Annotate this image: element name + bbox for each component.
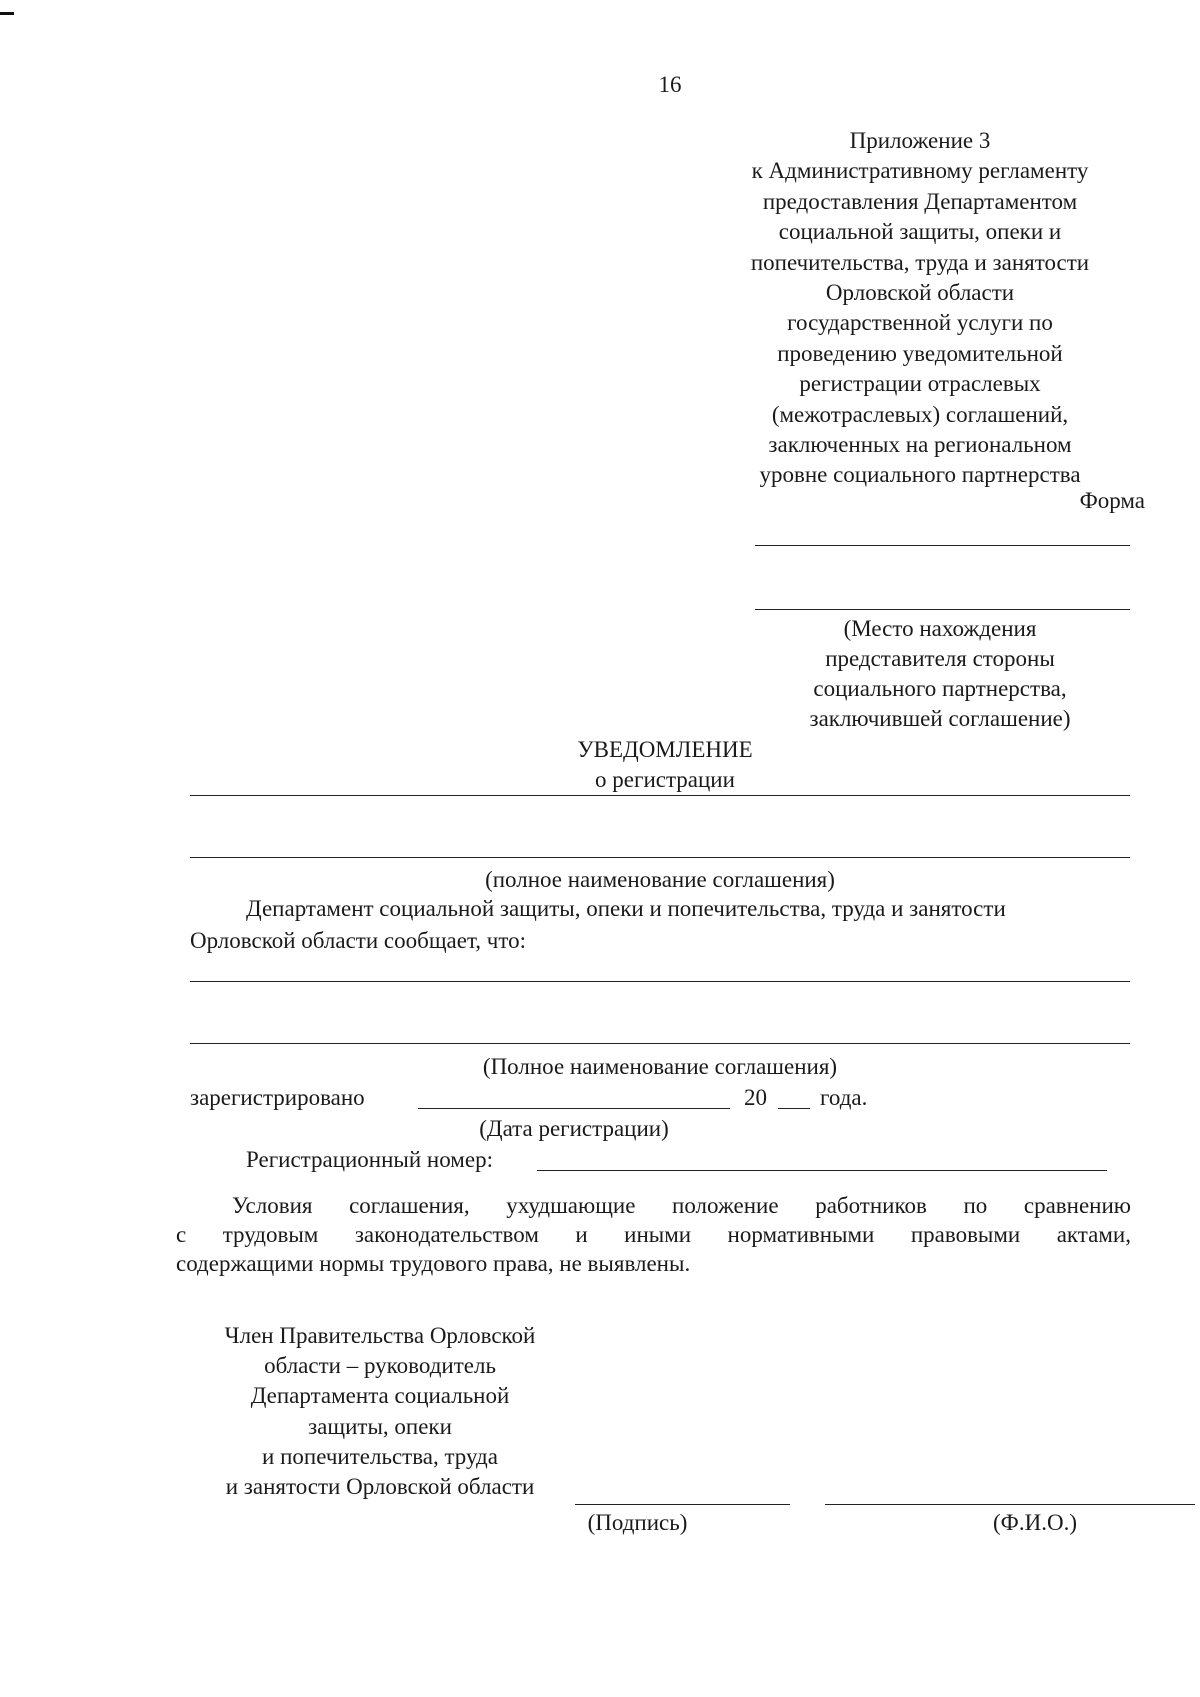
conditions-line-2: [176, 1220, 1131, 1249]
full-name-caption: (Ф.И.О.): [993, 1510, 1077, 1535]
location-caption-line: представителя стороны: [825, 646, 1055, 671]
conditions-line-1: [176, 1191, 1131, 1220]
appendix-line: предоставления Департаментом: [762, 188, 1078, 214]
appendix-line: (межотраслевых) соглашений,: [771, 401, 1069, 427]
conditions-word: нормативными: [727, 1222, 875, 1247]
year-suffix: года.: [820, 1085, 868, 1110]
conditions-line-3: содержащими нормы трудового права, не выявлены.: [176, 1251, 691, 1276]
location-caption-line: социального партнерства,: [813, 676, 1067, 701]
appendix-line: попечительства, труда и занятости: [750, 249, 1090, 275]
notice-subtitle: о регистрации: [595, 767, 735, 792]
location-caption: [770, 614, 1110, 734]
conditions-word: сравнению: [1023, 1193, 1131, 1218]
conditions-paragraph: [176, 1191, 1131, 1278]
appendix-line: Орловской области: [825, 280, 1015, 306]
conditions-word: иными: [624, 1222, 692, 1247]
conditions-word: правовыми: [910, 1222, 1021, 1247]
location-caption-line: (Место нахождения: [843, 616, 1037, 641]
conditions-word: по: [963, 1193, 988, 1218]
agreement-blank-line-2: [190, 857, 1130, 858]
address-blank-line-1: [755, 545, 1130, 546]
signature-blank: [575, 1504, 790, 1505]
conditions-word: соглашения,: [349, 1193, 470, 1218]
registration-date-caption: (Дата регистрации): [479, 1116, 669, 1141]
conditions-word: работников: [815, 1193, 927, 1218]
signer-line: Член Правительства Орловской: [224, 1323, 536, 1348]
signer-line: и занятости Орловской области: [225, 1474, 535, 1500]
year-blank: [778, 1108, 810, 1109]
agreement-name-caption-2: (Полное наименование соглашения): [482, 1054, 838, 1079]
agreement-blank-line-1: [190, 795, 1130, 796]
reg-number-label: Регистрационный номер:: [246, 1147, 493, 1172]
conditions-word: положение: [672, 1193, 779, 1218]
form-label: Форма: [1079, 488, 1145, 513]
registered-label: зарегистрировано: [190, 1085, 365, 1110]
conditions-word: ухудшающие: [506, 1193, 636, 1218]
signer-title: [190, 1321, 570, 1502]
registered-agreement-blank-line-2: [190, 1043, 1130, 1044]
conditions-word: и: [575, 1222, 588, 1247]
address-blank-line-2: [755, 609, 1130, 610]
registered-agreement-blank-line-1: [190, 981, 1130, 982]
agreement-name-caption: (полное наименование соглашения): [485, 867, 835, 892]
appendix-line: уровне социального партнерства: [759, 462, 1081, 488]
appendix-header: [720, 126, 1120, 491]
appendix-line: заключенных на региональном: [768, 432, 1072, 458]
conditions-word: трудовым: [222, 1222, 319, 1247]
signer-line: области – руководитель: [264, 1353, 496, 1379]
signer-line: Департамента социальной: [250, 1383, 510, 1409]
intro-line-1: Департамент социальной защиты, опеки и попечительства, труда и занятости: [246, 896, 1006, 921]
page-number: 16: [658, 72, 682, 97]
conditions-word: с: [176, 1222, 187, 1247]
appendix-line: проведению уведомительной: [777, 340, 1063, 366]
signature-caption: (Подпись): [587, 1510, 688, 1535]
appendix-line: регистрации отраслевых: [799, 371, 1041, 397]
registration-date-blank: [418, 1108, 730, 1109]
conditions-word: Условия: [232, 1193, 313, 1218]
notice-title-block: [490, 735, 840, 795]
scan-corner-mark: [0, 12, 14, 15]
intro-line-2: Орловской области сообщает, что:: [190, 928, 526, 953]
conditions-word: актами,: [1056, 1222, 1131, 1247]
signer-line: и попечительства, труда: [262, 1443, 498, 1469]
conditions-word: законодательством: [354, 1222, 539, 1247]
signer-line: защиты, опеки: [308, 1413, 452, 1439]
reg-number-blank: [537, 1170, 1107, 1171]
location-caption-line: заключившей соглашение): [809, 706, 1071, 731]
year-prefix: 20: [744, 1085, 767, 1110]
full-name-blank: [825, 1504, 1195, 1505]
appendix-line: социальной защиты, опеки и: [778, 219, 1062, 245]
appendix-line: Приложение 3: [849, 128, 991, 153]
notice-title: УВЕДОМЛЕНИЕ: [577, 737, 753, 762]
appendix-line: к Административному регламенту: [751, 158, 1089, 184]
appendix-line: государственной услуги по: [787, 310, 1053, 336]
